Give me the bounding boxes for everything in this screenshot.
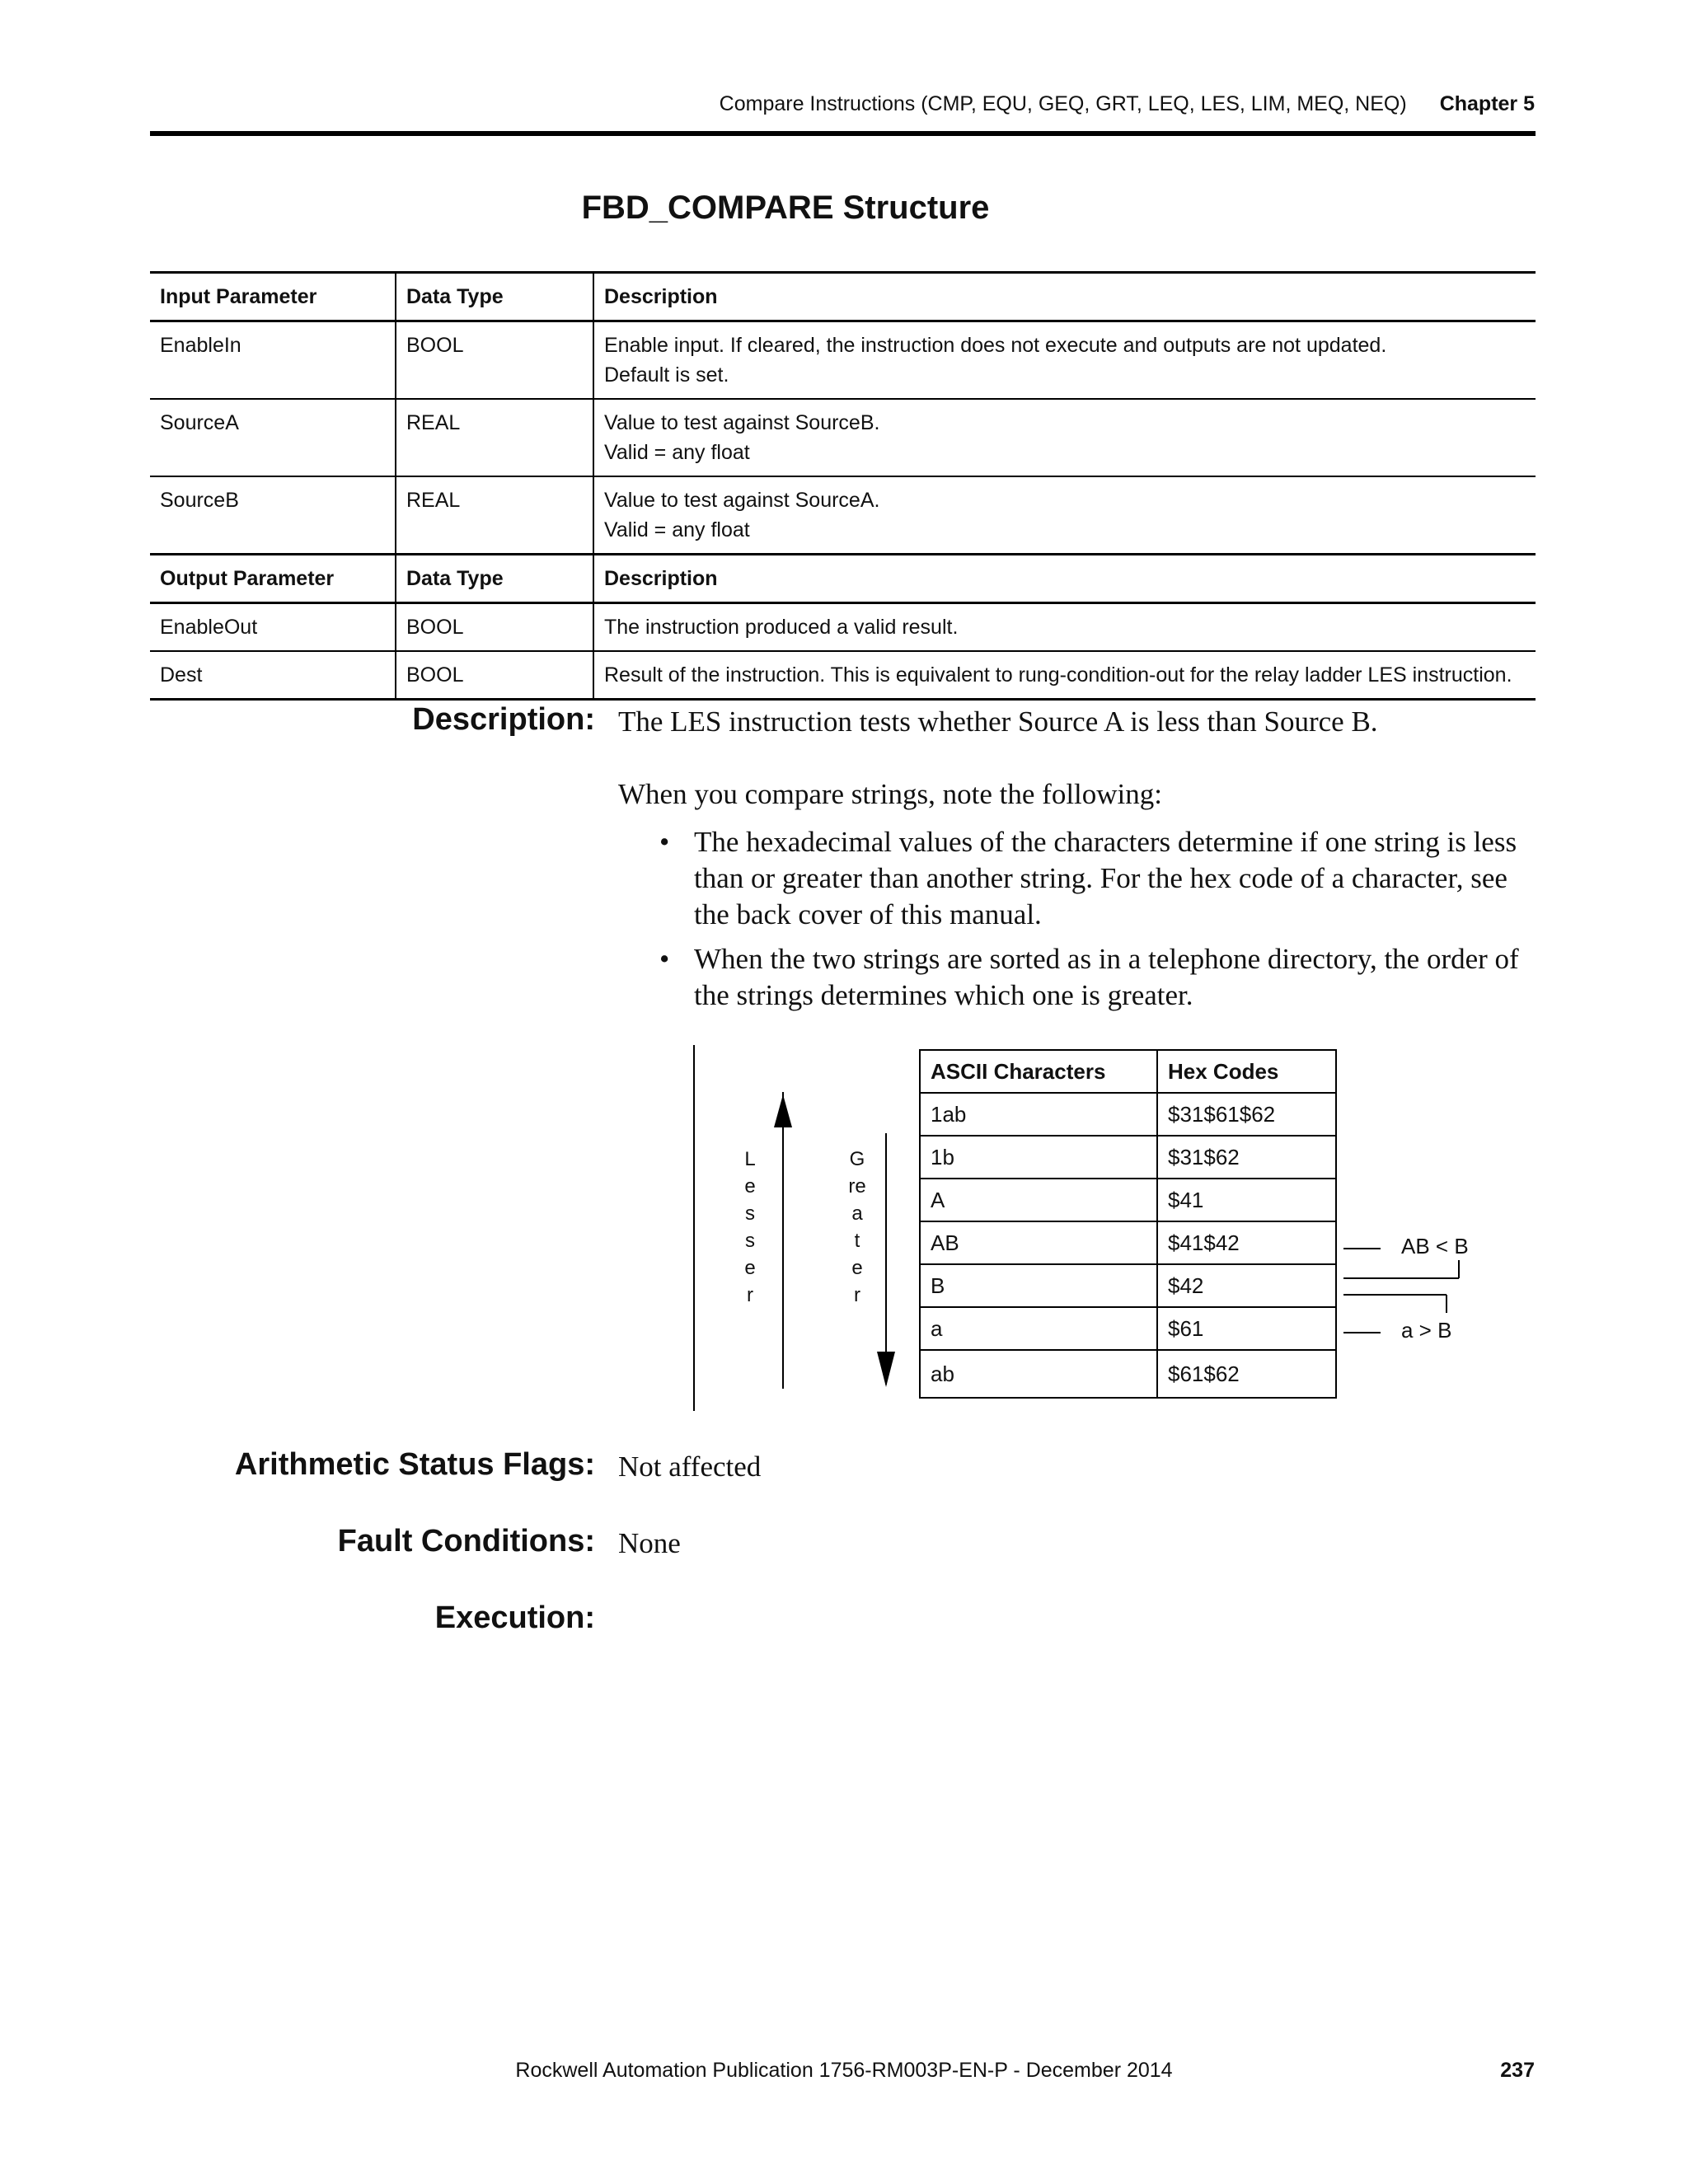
up-arrow-icon	[774, 1094, 792, 1127]
param-name: SourceA	[150, 399, 396, 476]
ascii-cell: a	[920, 1307, 1157, 1350]
desc-line: Default is set.	[604, 363, 729, 387]
note-ab-less-b: AB < B	[1401, 1234, 1469, 1258]
down-arrow-icon	[877, 1352, 895, 1387]
header-cell: Hex Codes	[1157, 1050, 1336, 1093]
table-header-row	[150, 273, 1536, 321]
param-type: REAL	[396, 476, 593, 555]
footer-publication: Rockwell Automation Publication 1756-RM003P-EN-P - December 2014	[515, 2059, 1173, 2082]
desc-line: Value to test against SourceA.	[604, 489, 880, 512]
header-cell: Data Type	[396, 555, 593, 603]
header-cell: Description	[593, 555, 1536, 603]
param-desc	[593, 321, 1536, 400]
table-header-row	[150, 555, 1536, 603]
ascii-cell: B	[920, 1264, 1157, 1307]
desc-line: Enable input. If cleared, the instruction does not execute and outputs are not updated.	[604, 334, 1387, 357]
execution-label: Execution:	[434, 1601, 595, 1635]
table-row	[150, 651, 1536, 700]
table-row	[920, 1093, 1336, 1136]
param-desc	[593, 476, 1536, 555]
ascii-hex-table	[919, 1049, 1337, 1399]
note-a-greater-b: a > B	[1401, 1318, 1452, 1343]
param-desc: Result of the instruction. This is equivalent to rung-condition-out for the relay ladder LES instruction.	[593, 651, 1536, 700]
param-type: BOOL	[396, 603, 593, 652]
param-type: BOOL	[396, 651, 593, 700]
header-cell: Description	[593, 273, 1536, 321]
desc-line: Valid = any float	[604, 441, 750, 464]
param-type: REAL	[396, 399, 593, 476]
table-row	[920, 1136, 1336, 1179]
param-name: EnableIn	[150, 321, 396, 400]
param-desc	[593, 399, 1536, 476]
header-cell: Output Parameter	[150, 555, 396, 603]
param-type: BOOL	[396, 321, 593, 400]
greater-label: G re a t e r	[848, 1148, 866, 1306]
ascii-cell: A	[920, 1179, 1157, 1221]
table-row	[150, 603, 1536, 652]
hex-cell: $41	[1157, 1179, 1336, 1221]
table-row	[920, 1221, 1336, 1264]
header-cell: ASCII Characters	[920, 1050, 1157, 1093]
header-chapter: Chapter 5	[1439, 92, 1535, 115]
header-rule	[150, 131, 1536, 136]
param-desc: The instruction produced a valid result.	[593, 603, 1536, 652]
table-title: FBD_COMPARE Structure	[581, 190, 990, 226]
running-header	[0, 92, 1535, 116]
table-row	[920, 1307, 1336, 1350]
description-text: The LES instruction tests whether Source A is less than Source B.	[618, 705, 1378, 738]
desc-line: Value to test against SourceB.	[604, 411, 880, 434]
table-row	[150, 476, 1536, 555]
param-name: SourceB	[150, 476, 396, 555]
arithmetic-status-flags-value: Not affected	[618, 1451, 762, 1483]
table-row	[150, 399, 1536, 476]
fault-conditions-label: Fault Conditions:	[337, 1524, 595, 1558]
ascii-sort-diagram	[676, 1043, 1484, 1422]
hex-cell: $41$42	[1157, 1221, 1336, 1264]
fbd-compare-table	[150, 271, 1536, 701]
lesser-label: L e s s e r	[744, 1148, 756, 1306]
hex-cell: $31$62	[1157, 1136, 1336, 1179]
list-item: • The hexadecimal values of the characters determine if one string is less than or greater than another string. For the hex code of a character, see the back cover of this manual.	[643, 824, 1541, 933]
description-label: Description:	[412, 702, 595, 737]
page-number: 237	[1500, 2059, 1535, 2082]
param-name: EnableOut	[150, 603, 396, 652]
param-name: Dest	[150, 651, 396, 700]
table-row	[920, 1179, 1336, 1221]
hex-cell: $61	[1157, 1307, 1336, 1350]
header-title: Compare Instructions (CMP, EQU, GEQ, GRT, LEQ, LES, LIM, MEQ, NEQ)	[719, 92, 1407, 115]
ascii-cell: AB	[920, 1221, 1157, 1264]
table-row	[920, 1264, 1336, 1307]
hex-cell: $61$62	[1157, 1350, 1336, 1398]
list-item: • When the two strings are sorted as in a telephone directory, the order of the strings determines which one is greater.	[643, 941, 1541, 1014]
ascii-cell: 1ab	[920, 1093, 1157, 1136]
hex-cell: $31$61$62	[1157, 1093, 1336, 1136]
table-row	[920, 1350, 1336, 1398]
header-cell: Input Parameter	[150, 273, 396, 321]
ascii-cell: ab	[920, 1350, 1157, 1398]
table-header-row	[920, 1050, 1336, 1093]
arithmetic-status-flags-label: Arithmetic Status Flags:	[234, 1447, 595, 1482]
desc-line: Valid = any float	[604, 518, 750, 541]
compare-intro: When you compare strings, note the following:	[618, 778, 1162, 810]
ascii-cell: 1b	[920, 1136, 1157, 1179]
fault-conditions-value: None	[618, 1527, 681, 1559]
table-row	[150, 321, 1536, 400]
compare-notes-list	[643, 824, 1541, 1022]
header-cell: Data Type	[396, 273, 593, 321]
hex-cell: $42	[1157, 1264, 1336, 1307]
